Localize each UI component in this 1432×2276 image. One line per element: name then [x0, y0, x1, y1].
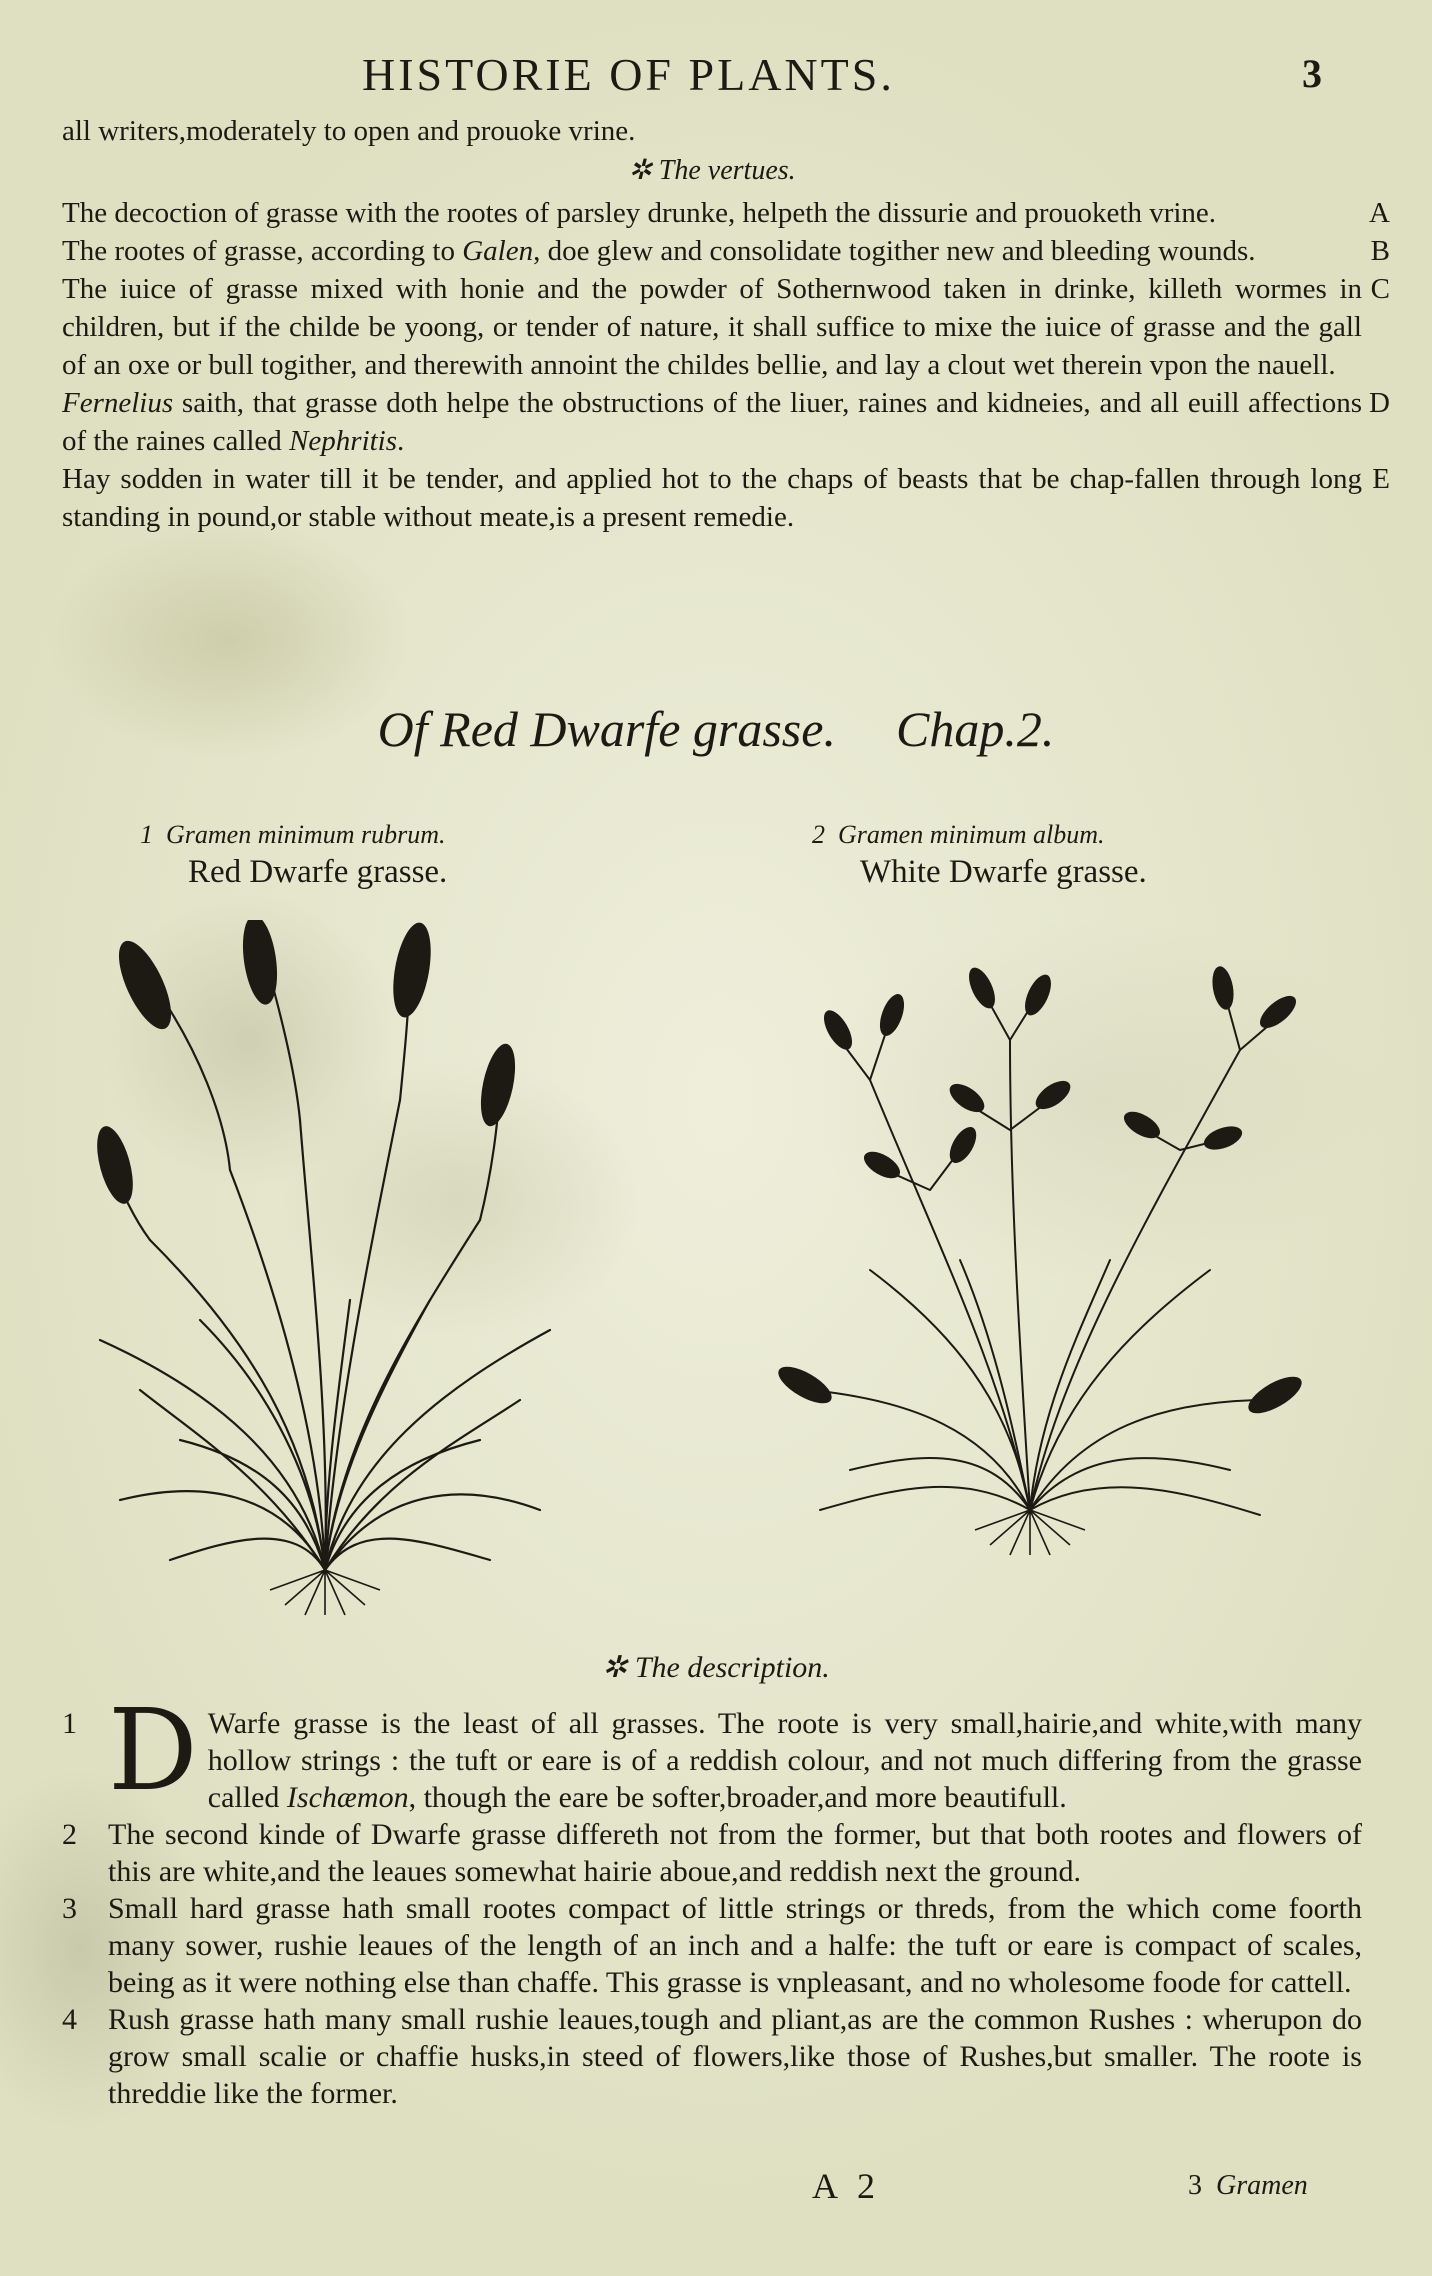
- figure-caption-2: [812, 820, 1147, 891]
- margin-letter-b: B: [1370, 235, 1390, 267]
- description-item-1: 1 D Warfe grasse is the least of all grasses. The roote is very small,hairie,and white,with many hollow strings : the tuft or eare is of a reddish colour, and not much differing from the grasse called Ischæmon, though the eare be softer,broader,and more beautifull.: [62, 1686, 1362, 1816]
- figure-number-1: 1: [140, 820, 153, 849]
- margin-letter-c: C: [1370, 273, 1390, 305]
- margin-letter-e: E: [1372, 463, 1390, 495]
- figure-number-2: 2: [812, 820, 825, 849]
- running-title: HISTORIE OF PLANTS.: [362, 49, 895, 100]
- figure-latin-2: Gramen minimum album.: [838, 820, 1105, 849]
- description-item-3: 3 Small hard grasse hath small rootes compact of little strings or threds, from the which come foorth many sower, rushie leaues of the length of an inch and a halfe: the tuft or eare is compact of scales, being as it were nothing else than chaffe. This grasse is vnpleasant, and no wholesome foode for cattell.: [62, 1892, 1362, 1999]
- page-number: 3: [1302, 51, 1325, 96]
- vertue-paragraph-d: Fernelius saith, that grasse doth helpe the obstructions of the liuer, raines and kidneies, and all euill affections of the raines called Nephritis. D: [62, 384, 1362, 460]
- continuation-line: all writers,moderately to open and prouoke vrine.: [62, 115, 636, 147]
- figure-english-2: White Dwarfe grasse.: [860, 854, 1147, 890]
- figure-caption-1: [140, 820, 447, 891]
- vertue-paragraph-c: The iuice of grasse mixed with honie and the powder of Sothernwood taken in drinke, killeth wormes in children, but if the childe be yoong, or tender of nature, it shall suffice to mixe the iuice of grasse and the gall of an oxe or bull togither, and therewith annoint the childes bellie, and lay a clout wet therein vpon the nauell. C: [62, 270, 1362, 384]
- chapter-title: Of Red Dwarfe grasse.: [377, 701, 836, 757]
- chapter-heading: [0, 700, 1432, 758]
- vertue-paragraph-a: The decoction of grasse with the rootes of parsley drunke, helpeth the dissurie and prouoketh vrine. A: [62, 194, 1362, 232]
- chapter-number: Chap.2.: [895, 701, 1055, 757]
- figure-latin-1: Gramen minimum rubrum.: [166, 820, 446, 849]
- description-block: [62, 1686, 1362, 2112]
- item-number-4: 4: [62, 2003, 77, 2036]
- description-item-2: 2 The second kinde of Dwarfe grasse differeth not from the former, but that both rootes and flowers of this are white,and the leaues somewhat hairie aboue,and reddish next the ground.: [62, 1818, 1362, 1888]
- catchword: 3 Gramen: [1188, 2170, 1308, 2201]
- description-item-4: 4 Rush grasse hath many small rushie leaues,tough and pliant,as are the common Rushes : wherupon do grow small scalie or chaffie husks,in steed of flowers,like those of Rushes,but smaller. The roote is threddie like the former.: [62, 2003, 1362, 2110]
- signature-mark: A 2: [812, 2166, 882, 2206]
- red-dwarfe-grasse-woodcut: [80, 920, 580, 1620]
- vertue-paragraph-e: Hay sodden in water till it be tender, and applied hot to the chaps of beasts that be chap-fallen through long standing in pound,or stable without meate,is a present remedie. E: [62, 460, 1362, 536]
- margin-letter-d: D: [1369, 387, 1390, 419]
- margin-letter-a: A: [1369, 197, 1390, 229]
- figure-english-1: Red Dwarfe grasse.: [188, 854, 448, 890]
- vertues-heading: ✲ The vertues.: [628, 155, 796, 186]
- drop-cap: D: [108, 1686, 198, 1816]
- vertue-paragraph-b: The rootes of grasse, according to Galen, doe glew and consolidate togither new and bleeding wounds. B: [62, 232, 1362, 270]
- item-number-2: 2: [62, 1818, 77, 1851]
- top-text-block: [62, 112, 1390, 536]
- item-number-1: 1: [62, 1707, 77, 1740]
- item-number-3: 3: [62, 1892, 77, 1925]
- description-heading: ✲ The description.: [602, 1651, 830, 1684]
- white-dwarfe-grasse-woodcut: [760, 930, 1320, 1580]
